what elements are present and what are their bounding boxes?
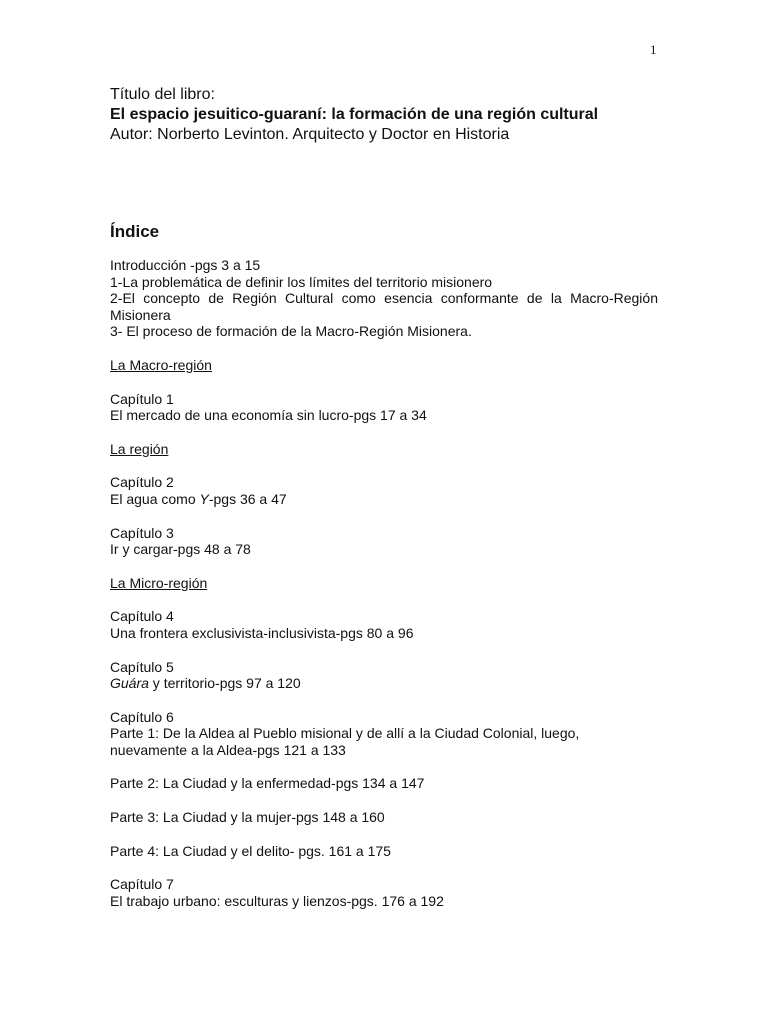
index-heading: Índice [110,222,160,241]
chapter-5-label: Capítulo 5 [110,658,174,675]
chapter-6-part-4: Parte 4: La Ciudad y el delito- pgs. 161 a 175 [110,842,391,859]
chapter-2-title-prefix: El agua como [110,490,200,507]
chapter-2-label: Capítulo 2 [110,474,174,491]
title-label: Título del libro: [110,86,215,103]
section-region: La región [110,440,169,457]
toc-intro-line: 3- El proceso de formación de la Macro-Región Misionera. [110,323,472,340]
chapter-6-label: Capítulo 6 [110,708,174,725]
chapter-4-title: Una frontera exclusivista-inclusivista-pgs 80 a 96 [110,624,414,641]
toc-intro-line: 2-El concepto de Región Cultural como esencia conformante de la Macro-Región Misionera [110,290,658,323]
chapter-6-part-3: Parte 3: La Ciudad y la mujer-pgs 148 a 160 [110,809,385,826]
chapter-6-part-2: Parte 2: La Ciudad y la enfermedad-pgs 134 a 147 [110,775,425,792]
toc-intro-line: Introducción -pgs 3 a 15 [110,257,261,273]
section-macro-region: La Macro-región [110,356,212,373]
document-header [110,85,658,145]
book-author: Autor: Norberto Levinton. Arquitecto y Doctor en Historia [110,126,510,143]
book-title: El espacio jesuitico-guaraní: la formación de una región cultural [110,106,599,123]
chapter-3-title: Ir y cargar-pgs 48 a 78 [110,541,251,558]
chapter-1-title: El mercado de una economía sin lucro-pgs 17 a 34 [110,407,427,424]
page-number: 1 [650,42,657,57]
chapter-7-label: Capítulo 7 [110,876,174,893]
toc-intro-line: 1-La problemática de definir los límites del territorio misionero [110,273,493,290]
chapter-4-label: Capítulo 4 [110,608,174,625]
chapter-5-title-italic: Guára [110,675,149,692]
chapter-6-part-1: Parte 1: De la Aldea al Pueblo misional y de allí a la Ciudad Colonial, luego, nuevamente a la Aldea-pgs 121 a 133 [110,725,580,758]
chapter-1-label: Capítulo 1 [110,390,174,407]
chapter-2-title-suffix: -pgs 36 a 47 [208,490,287,507]
table-of-contents [110,257,658,909]
chapter-5-title-suffix: y territorio-pgs 97 a 120 [148,675,301,692]
chapter-5-title [110,675,658,692]
chapter-2-title-italic: Y [199,490,209,507]
chapter-7-title: El trabajo urbano: esculturas y lienzos-pgs. 176 a 192 [110,892,444,909]
chapter-2-title [110,491,658,508]
chapter-3-label: Capítulo 3 [110,524,174,541]
section-micro-region: La Micro-región [110,574,208,591]
